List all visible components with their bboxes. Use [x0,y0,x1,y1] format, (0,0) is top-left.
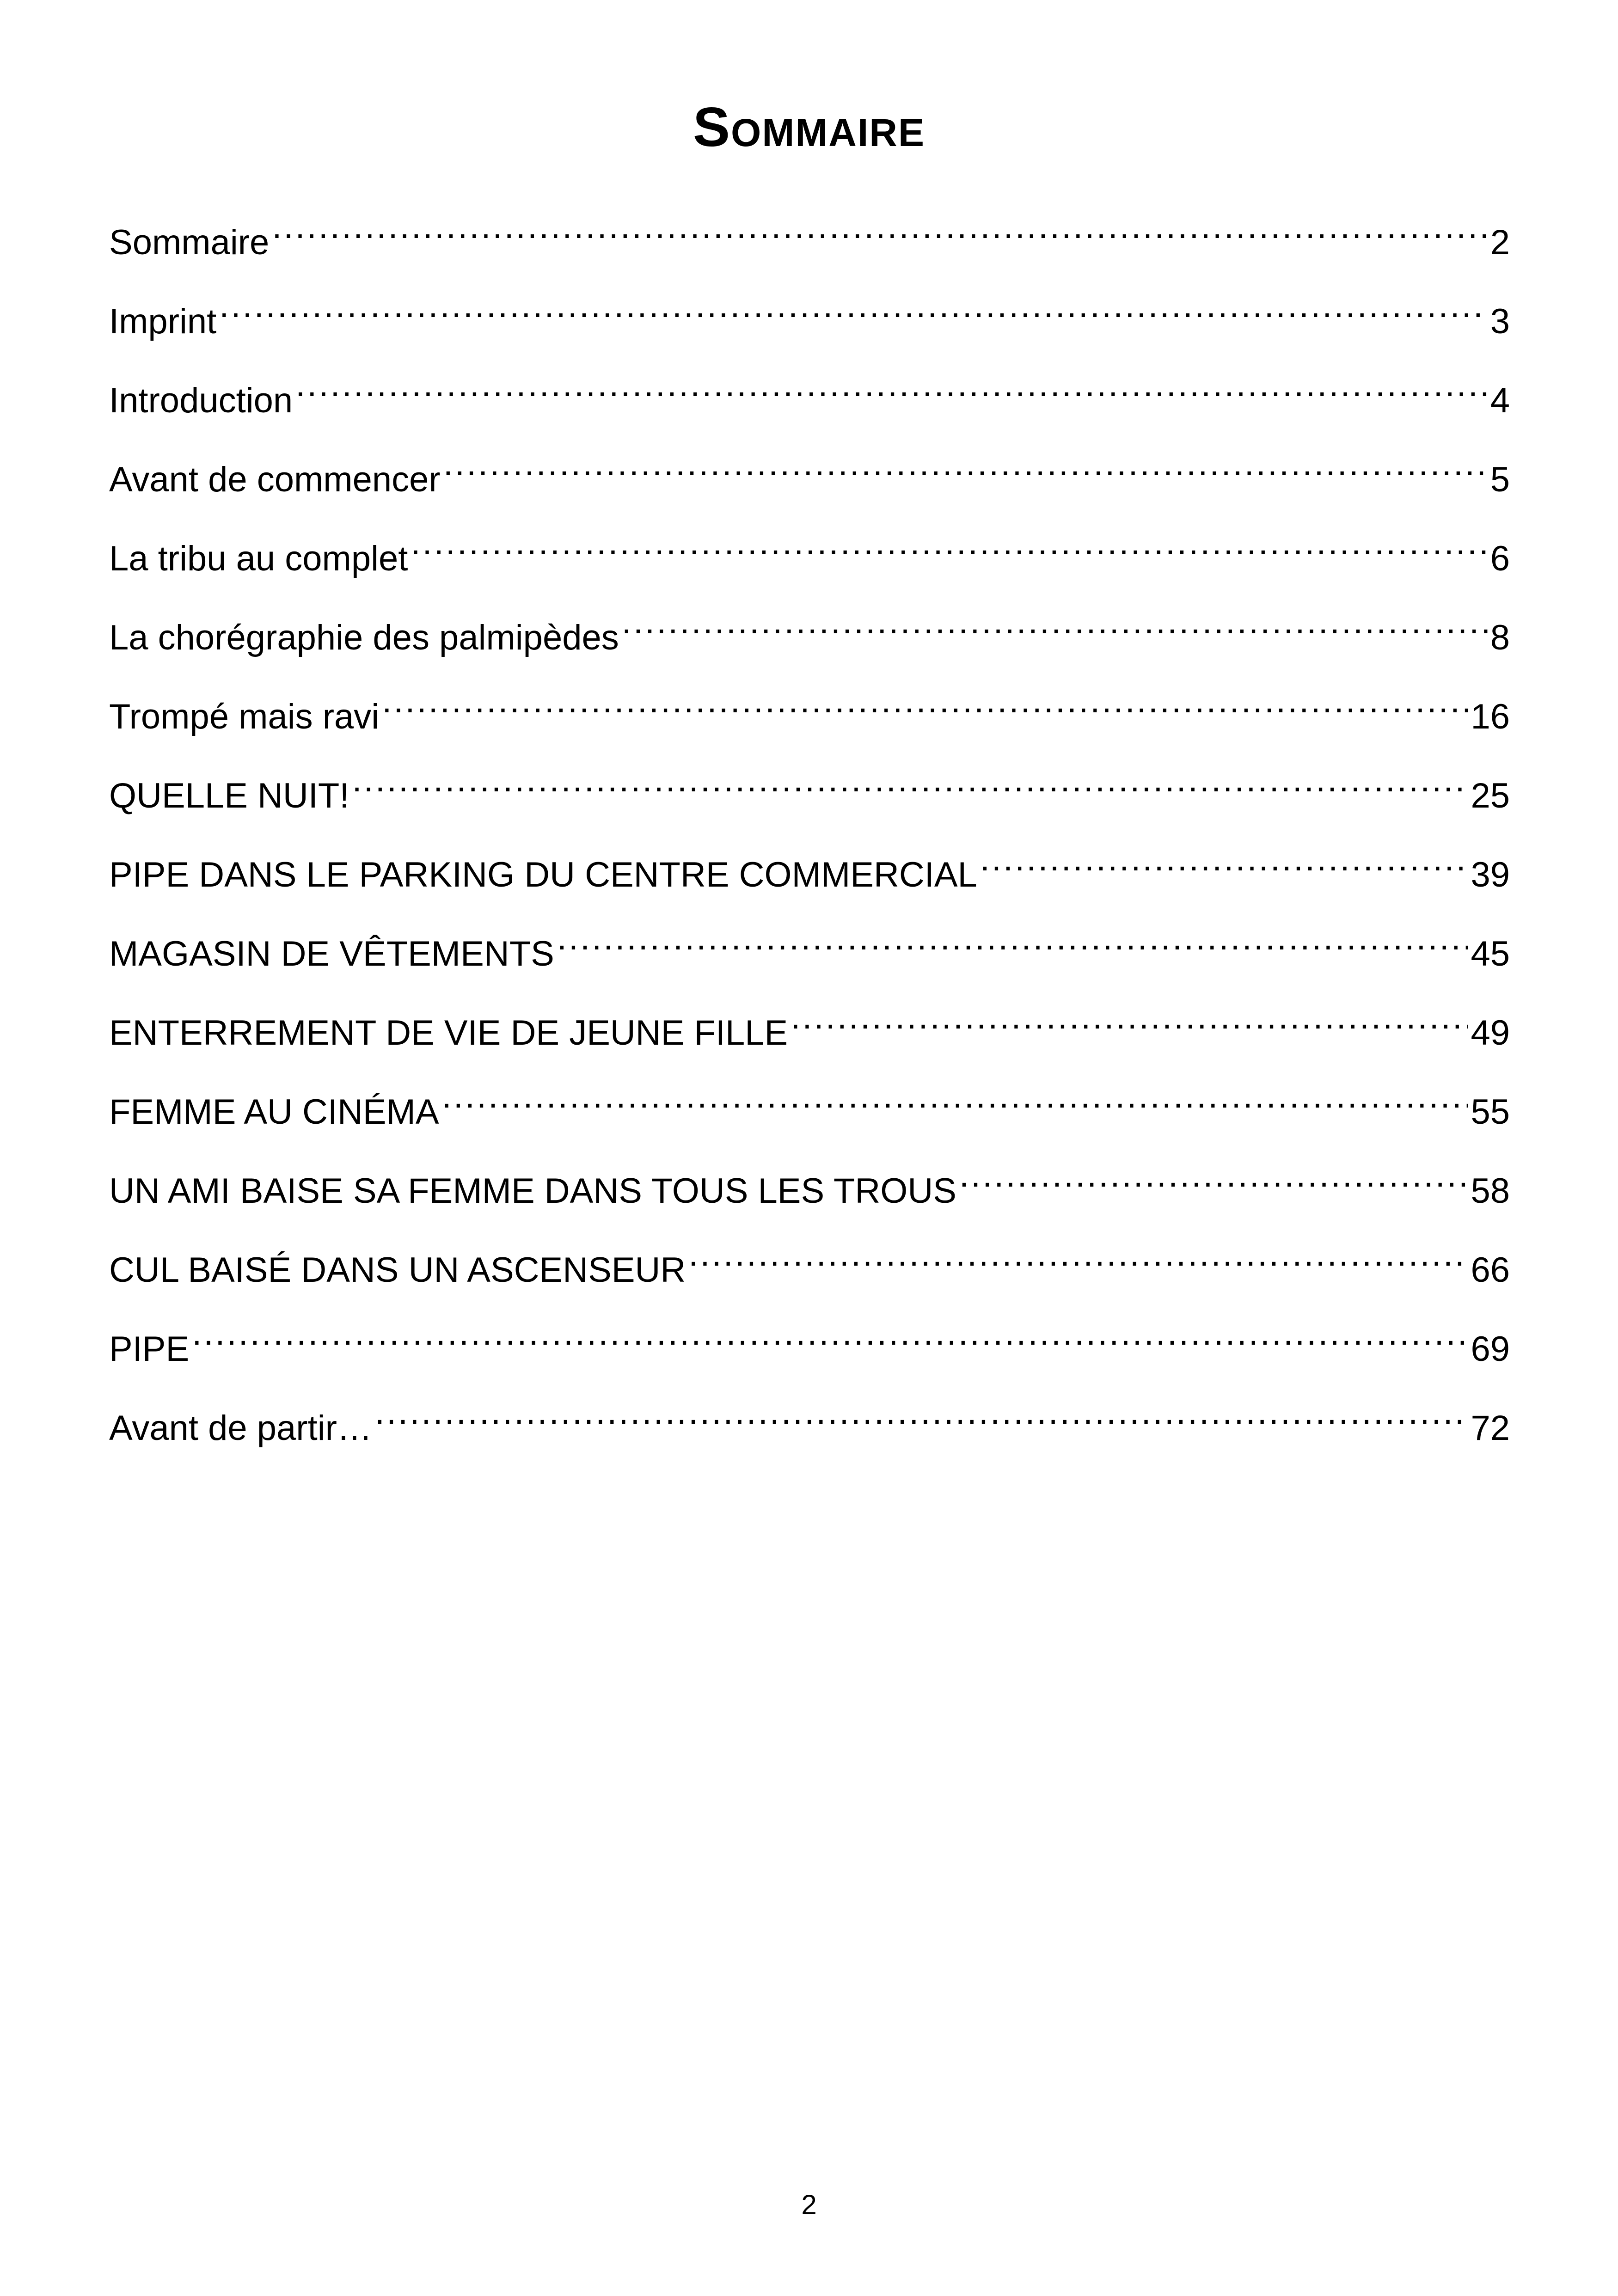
toc-entry-page: 16 [1471,697,1510,736]
toc-entry-page: 66 [1471,1250,1510,1290]
toc-entry-label: La chorégraphie des palmipèdes [109,618,619,657]
toc-entry-page: 45 [1471,934,1510,974]
toc-dot-leader [959,1147,1468,1203]
toc-entry-page: 5 [1490,460,1510,499]
toc-dot-leader [557,910,1468,966]
toc-entry-page: 25 [1471,776,1510,815]
toc-entry-page: 3 [1490,302,1510,341]
page-number: 2 [801,2189,817,2220]
toc-dot-leader [688,1226,1468,1282]
toc-entry-label: PIPE DANS LE PARKING DU CENTRE COMMERCIAL [109,855,977,894]
toc-entry-page: 8 [1490,618,1510,657]
toc-dot-leader [791,989,1468,1045]
toc-dot-leader [295,357,1488,412]
toc-entry-label: Imprint [109,302,217,341]
table-of-contents [109,199,1510,1463]
toc-entry [109,831,1510,910]
toc-dot-leader [219,278,1487,333]
toc-entry-label: MAGASIN DE VÊTEMENTS [109,934,554,974]
toc-entry-label: ENTERREMENT DE VIE DE JEUNE FILLE [109,1013,788,1053]
toc-entry [109,515,1510,594]
toc-entry [109,1305,1510,1384]
toc-entry [109,673,1510,752]
toc-entry-label: Sommaire [109,223,270,262]
toc-entry [109,910,1510,989]
toc-entry-label: QUELLE NUIT! [109,776,349,815]
toc-entry-label: PIPE [109,1329,190,1369]
toc-dot-leader [411,515,1487,570]
toc-entry-label: UN AMI BAISE SA FEMME DANS TOUS LES TROUS [109,1171,956,1211]
toc-dot-leader [352,752,1468,808]
page-title: Sommaire [693,96,925,158]
toc-entry [109,594,1510,673]
toc-entry-page: 55 [1471,1092,1510,1132]
toc-entry [109,1147,1510,1226]
toc-entry-label: Introduction [109,381,293,420]
toc-entry [109,278,1510,357]
toc-entry [109,357,1510,436]
toc-entry-label: Avant de commencer [109,460,441,499]
toc-entry [109,1226,1510,1305]
toc-entry-page: 58 [1471,1171,1510,1211]
toc-entry-page: 49 [1471,1013,1510,1053]
toc-dot-leader [375,1384,1468,1440]
toc-entry [109,1068,1510,1147]
toc-entry-label: La tribu au complet [109,539,408,578]
toc-dot-leader [622,594,1488,649]
toc-dot-leader [272,199,1487,254]
toc-entry [109,752,1510,831]
toc-entry-page: 69 [1471,1329,1510,1369]
toc-dot-leader [443,436,1488,491]
toc-entry [109,436,1510,515]
toc-entry [109,1384,1510,1463]
toc-entry-page: 72 [1471,1408,1510,1448]
toc-entry-label: Trompé mais ravi [109,697,380,736]
toc-entry-page: 4 [1490,381,1510,420]
toc-entry-page: 2 [1490,223,1510,262]
toc-dot-leader [442,1068,1468,1124]
toc-entry-page: 39 [1471,855,1510,894]
toc-entry-label: CUL BAISÉ DANS UN ASCENSEUR [109,1250,686,1290]
toc-entry-label: FEMME AU CINÉMA [109,1092,439,1132]
toc-entry [109,989,1510,1068]
toc-dot-leader [192,1305,1468,1361]
toc-dot-leader [980,831,1468,887]
toc-entry-label: Avant de partir… [109,1408,372,1448]
toc-dot-leader [382,673,1468,729]
toc-entry [109,199,1510,278]
toc-entry-page: 6 [1490,539,1510,578]
